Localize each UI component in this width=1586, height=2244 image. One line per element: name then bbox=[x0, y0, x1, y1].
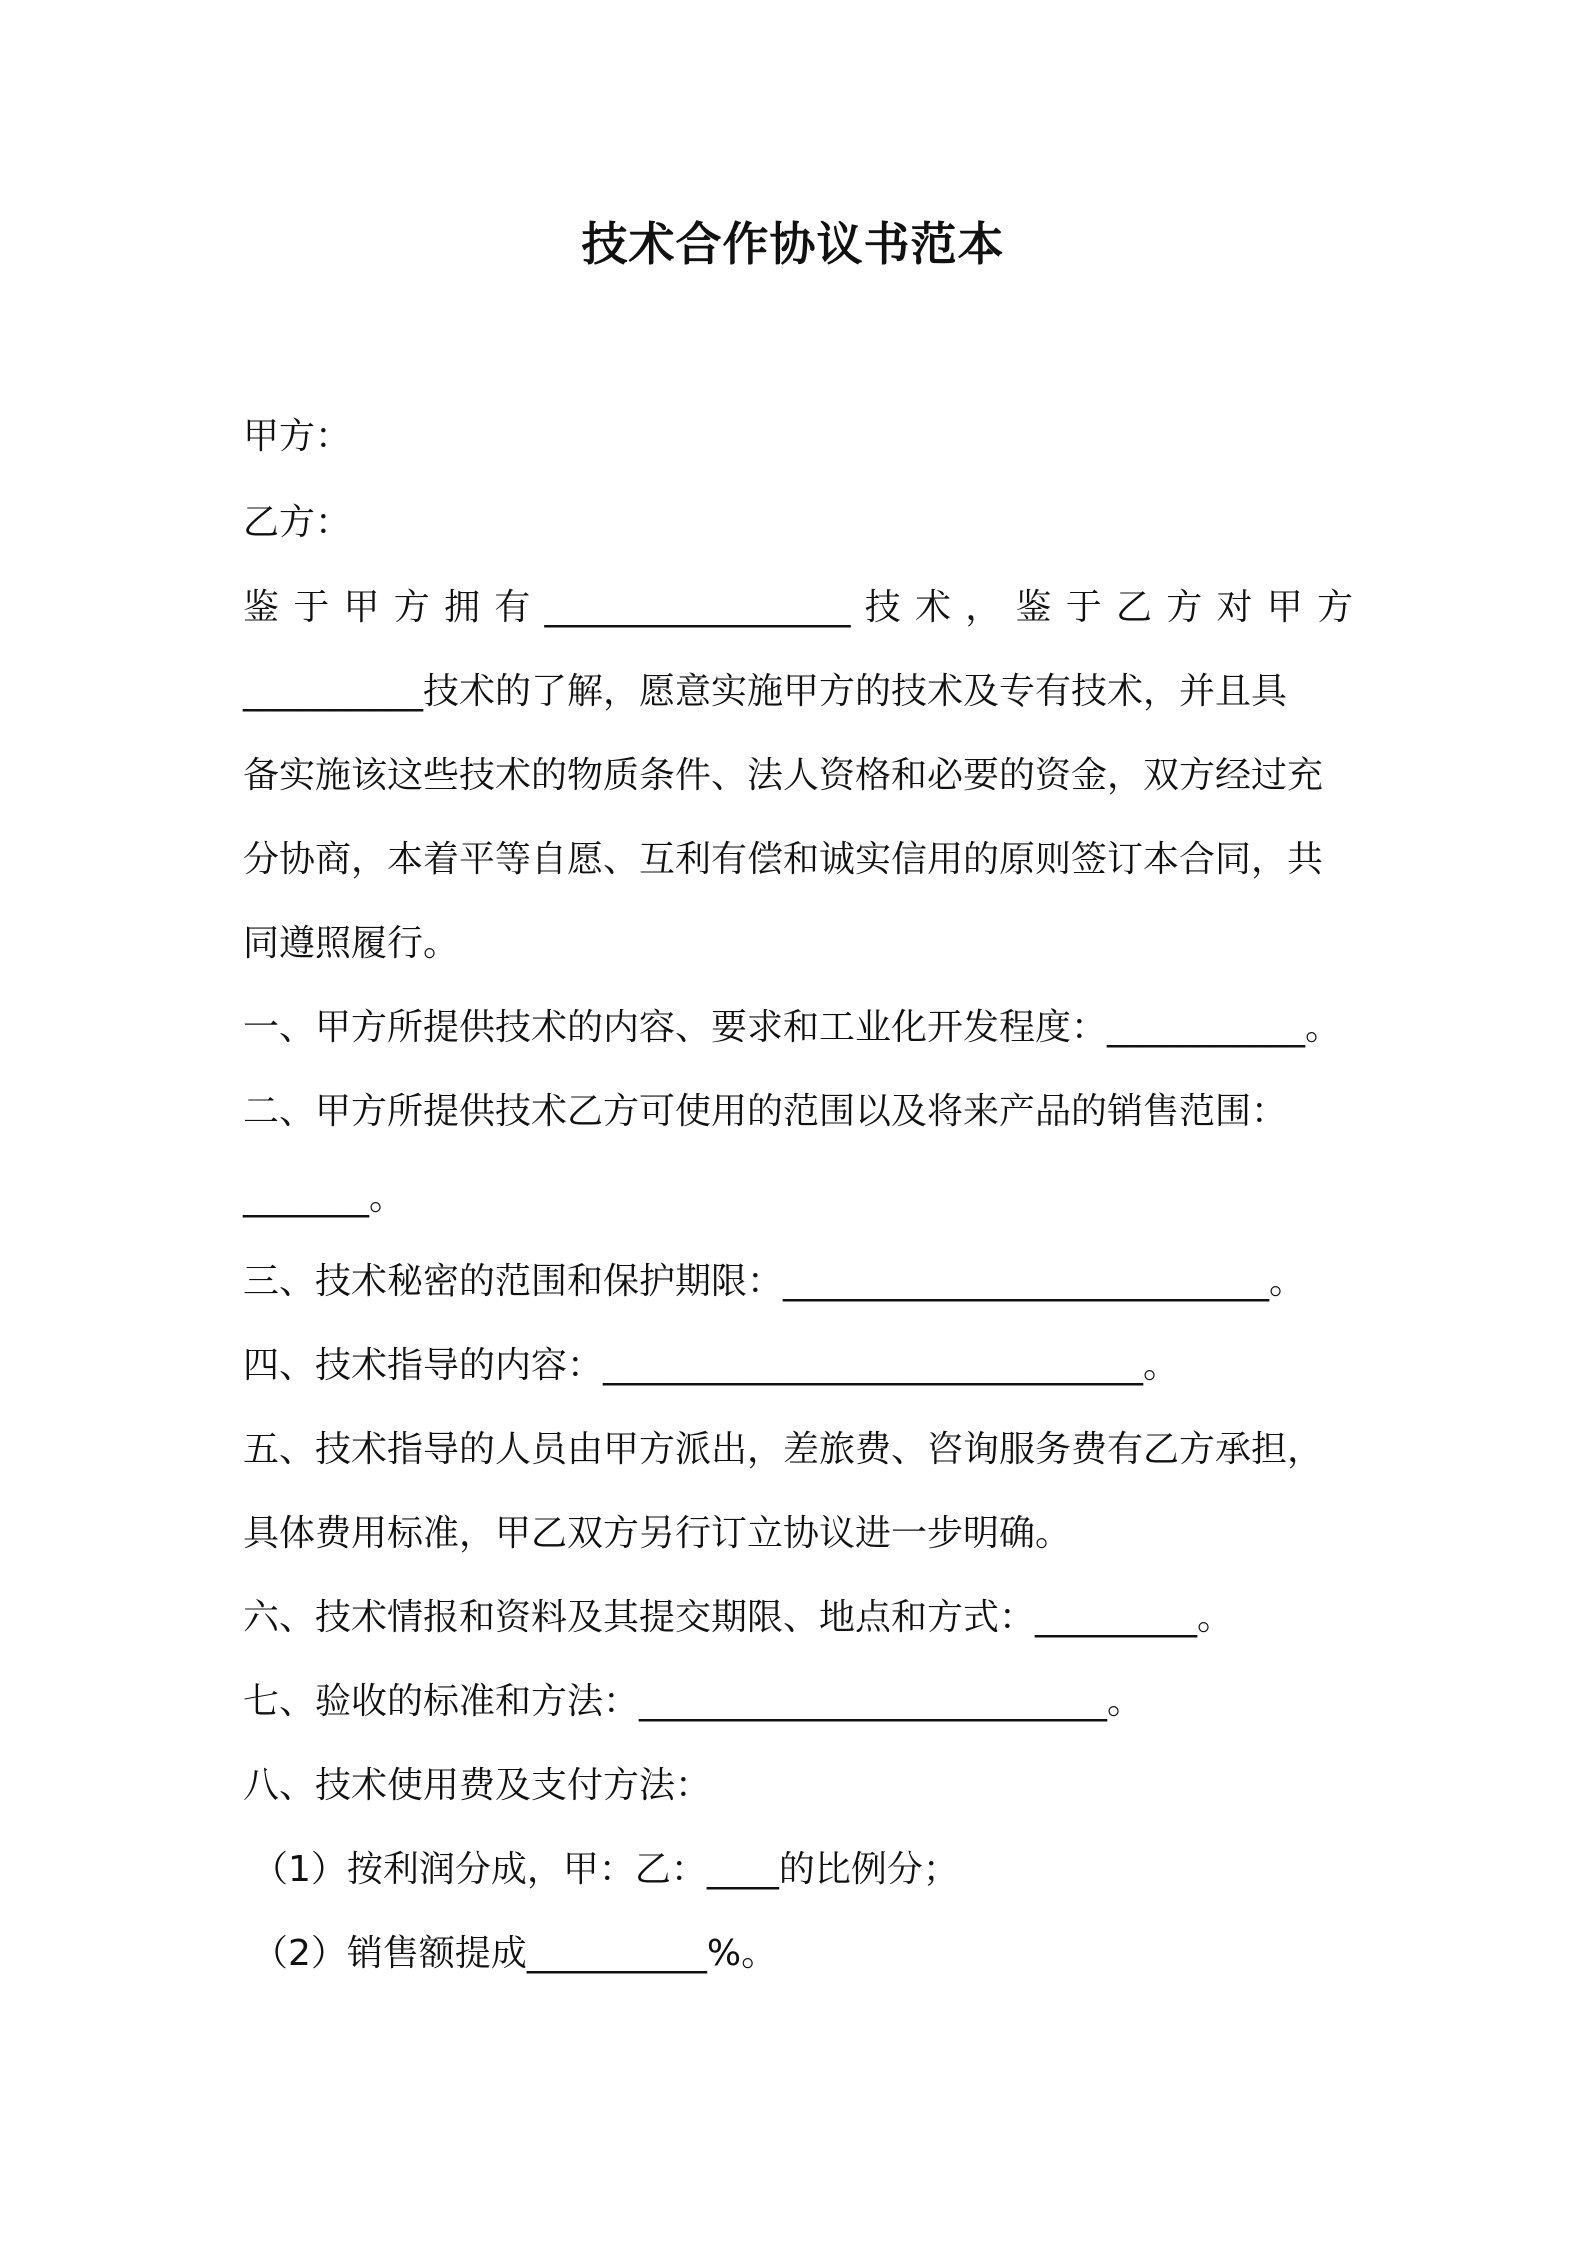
document-title: 技术合作协议书范本 bbox=[581, 217, 1005, 271]
party-b-label: 乙方： bbox=[243, 502, 352, 543]
preamble-char: 甲 bbox=[1266, 587, 1303, 628]
clause-6: 六、技术情报和资料及其提交期限、地点和方式：_________。 bbox=[243, 1597, 1234, 1638]
preamble-char: 鉴 bbox=[243, 587, 280, 628]
clause-4: 四、技术指导的内容：______________________________。 bbox=[243, 1345, 1180, 1386]
preamble-char: 方 bbox=[393, 587, 430, 628]
preamble-line-1 bbox=[243, 580, 1353, 636]
clause-2-line-1: 二、甲方所提供技术乙方可使用的范围以及将来产品的销售范围： bbox=[243, 1091, 1288, 1132]
preamble-char: 有 bbox=[494, 587, 531, 628]
preamble-char: ， bbox=[965, 587, 1002, 628]
preamble-char: 对 bbox=[1216, 587, 1253, 628]
clause-8: 八、技术使用费及支付方法： bbox=[243, 1765, 712, 1806]
clause-8-item-1: （1）按利润分成，甲：乙：____的比例分； bbox=[252, 1849, 959, 1890]
clause-7: 七、验收的标准和方法：__________________________。 bbox=[243, 1681, 1144, 1722]
preamble-char: 术 bbox=[914, 587, 951, 628]
clause-8-item-2: （2）销售额提成__________%。 bbox=[252, 1933, 778, 1974]
clause-5-line-1: 五、技术指导的人员由甲方派出，差旅费、咨询服务费有乙方承担， bbox=[243, 1429, 1324, 1470]
preamble-line-5: 同遵照履行。 bbox=[243, 923, 460, 964]
preamble-char: 鉴 bbox=[1015, 587, 1052, 628]
preamble-char: 拥 bbox=[444, 587, 481, 628]
party-a-label: 甲方： bbox=[243, 416, 352, 457]
preamble-char: 甲 bbox=[343, 587, 380, 628]
fill-in-blank: _________________ bbox=[544, 587, 851, 628]
preamble-line-3: 备实施该这些技术的物质条件、法人资格和必要的资金，双方经过充 bbox=[243, 755, 1324, 796]
preamble-char: 乙 bbox=[1115, 587, 1152, 628]
preamble-char: 方 bbox=[1316, 587, 1353, 628]
preamble-char: 方 bbox=[1166, 587, 1203, 628]
preamble-line-4: 分协商，本着平等自愿、互利有偿和诚实信用的原则签订本合同，共 bbox=[243, 839, 1324, 880]
clause-3: 三、技术秘密的范围和保护期限：___________________________。 bbox=[243, 1261, 1306, 1302]
clause-5-line-2: 具体费用标准，甲乙双方另行订立协议进一步明确。 bbox=[243, 1513, 1072, 1554]
clause-1: 一、甲方所提供技术的内容、要求和工业化开发程度：___________。 bbox=[243, 1007, 1342, 1048]
preamble-char: 技 bbox=[864, 587, 901, 628]
preamble-char: 于 bbox=[293, 587, 330, 628]
preamble-line-2: __________技术的了解，愿意实施甲方的技术及专有技术，并且具 bbox=[243, 671, 1288, 712]
clause-2-line-2: _______。 bbox=[243, 1177, 406, 1218]
preamble-char: 于 bbox=[1065, 587, 1102, 628]
